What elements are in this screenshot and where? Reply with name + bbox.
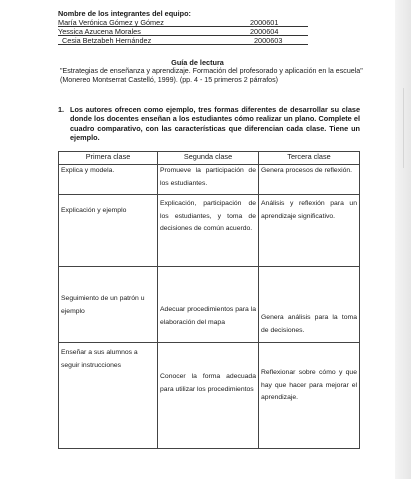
table-row — [59, 195, 360, 267]
table-cell — [259, 267, 360, 343]
header-cell: Tercera clase — [259, 152, 360, 165]
team-header — [58, 9, 308, 45]
table-cell — [158, 195, 259, 267]
cell-text: Genera análisis para la toma de decisiones. — [261, 314, 357, 334]
page-edge-line — [403, 88, 404, 168]
cell-text: Genera procesos de reflexión. — [261, 167, 353, 174]
member-name: Cesia Betzabeh Hernández — [62, 36, 152, 45]
table-row — [59, 267, 360, 343]
member-row — [58, 27, 308, 36]
header-cell: Segunda clase — [158, 152, 259, 165]
cell-text: Explica y modela. — [61, 167, 115, 174]
underline — [58, 44, 308, 45]
question-number: 1. — [58, 105, 65, 114]
cell-text: Seguimiento de un patrón u ejemplo — [61, 295, 145, 315]
table-cell — [259, 195, 360, 267]
table-cell — [259, 343, 360, 449]
table-cell — [158, 267, 259, 343]
question-text: Los autores ofrecen como ejemplo, tres formas diferentes de desarrollar su clase donde los docentes enseñan a los estudiantes cómo realizar un plano. Complete el cuadro comparativo, con las características que diferencian cada clase. Tiene un ejemplo. — [70, 105, 360, 143]
team-title: Nombre de los integrantes del equipo: — [58, 9, 191, 18]
member-id: 2000603 — [254, 36, 283, 45]
table-cell — [59, 267, 158, 343]
table-row — [59, 343, 360, 449]
table-header-row — [59, 152, 360, 165]
member-id: 2000604 — [250, 27, 279, 36]
cell-text: Explicación, participación de los estudiantes, y toma de decisiones de común acuerdo. — [160, 200, 256, 232]
table-cell — [59, 165, 158, 195]
member-id: 2000601 — [250, 18, 279, 27]
cell-text: Reflexionar sobre cómo y que hay que hacer para mejorar el aprendizaje. — [261, 369, 357, 401]
table-cell — [59, 343, 158, 449]
cell-text: Adecuar procedimientos para la elaboración del mapa — [160, 306, 256, 326]
member-name: María Verónica Gómez y Gómez — [58, 18, 164, 27]
header-cell: Primera clase — [59, 152, 158, 165]
member-row — [58, 18, 308, 27]
question-block — [58, 105, 360, 143]
member-name: Yessica Azucena Morales — [58, 27, 141, 36]
cell-text: Enseñar a sus alumnos a seguir instrucciones — [61, 349, 138, 369]
page-edge-shadow — [395, 0, 411, 479]
comparison-table — [58, 151, 360, 449]
guide-title: Guía de lectura — [171, 58, 224, 67]
cell-text: Análisis y reflexión para un aprendizaje significativo. — [261, 200, 357, 220]
table-cell — [158, 165, 259, 195]
reading-reference: "Estrategias de enseñanza y aprendizaje. Formación del profesorado y aplicación en la escuela" (Monereo Montserrat Castelló, 1999). (pp. 4 - 15 primeros 2 párrafos) — [60, 67, 363, 84]
member-row — [58, 36, 308, 45]
table-cell — [259, 165, 360, 195]
cell-text: Promueve la participación de los estudiantes. — [160, 167, 256, 187]
cell-text: Conocer la forma adecuada para utilizar los procedimientos — [160, 373, 256, 393]
cell-text: Explicación y ejemplo — [61, 207, 127, 214]
table-cell — [59, 195, 158, 267]
table-cell — [158, 343, 259, 449]
table-row — [59, 165, 360, 195]
